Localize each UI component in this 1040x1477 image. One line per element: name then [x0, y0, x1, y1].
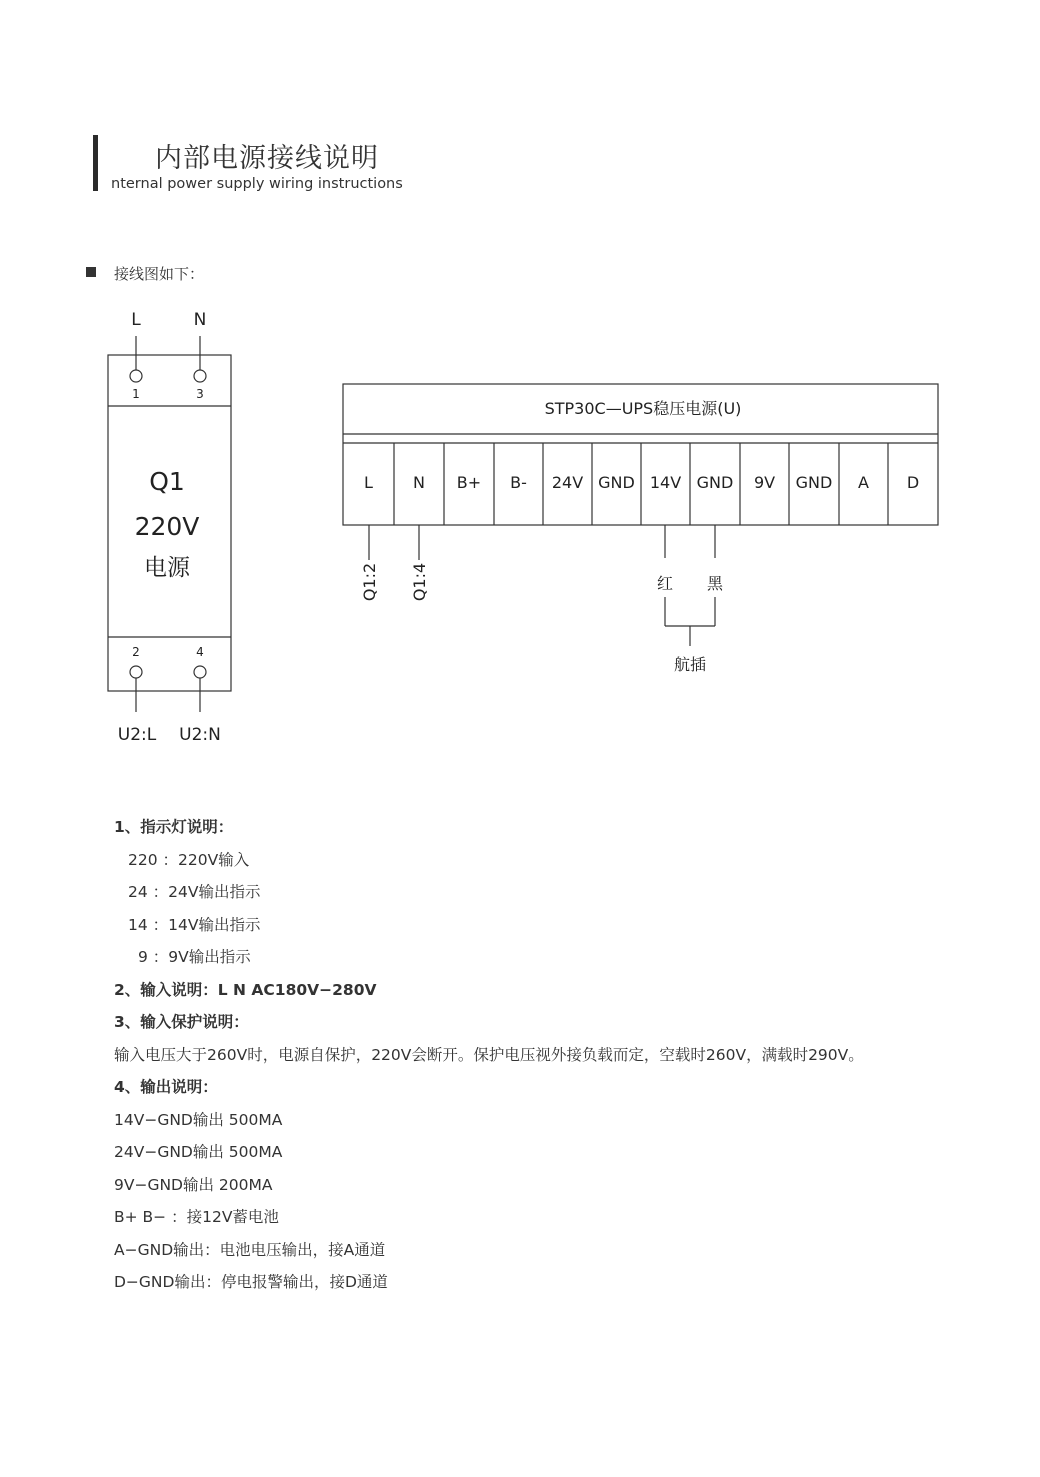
output-item-a: A−GND输出：电池电压输出，接A通道: [114, 1240, 386, 1259]
terminal-circle-2: [130, 666, 142, 678]
indicator-item-24: 24 ：24V输出指示: [128, 883, 261, 901]
section-3-title: 3、输入保护说明：: [114, 1013, 249, 1031]
section-4-title: 4、输出说明：: [114, 1078, 218, 1096]
section-1-title: 1、指示灯说明：: [114, 818, 234, 836]
terminal-label-3: B-: [510, 473, 527, 492]
wire-label-red: 红: [656, 574, 674, 593]
breaker-pin-2: 2: [132, 645, 140, 659]
output-item-14v: 14V−GND输出 500MA: [114, 1110, 283, 1129]
indicator-item-14: 14 ：14V输出指示: [128, 915, 261, 934]
breaker-pin-3: 3: [196, 387, 204, 401]
output-item-d: D−GND输出：停电报警输出，接D通道: [114, 1273, 388, 1291]
terminal-label-5: GND: [598, 473, 635, 492]
connector-label: 航插: [673, 655, 707, 674]
terminal-label-1: N: [413, 473, 425, 492]
terminal-label-9: GND: [795, 473, 833, 492]
terminal-label-0: L: [364, 473, 373, 492]
wire-label-q1-2: Q1:2: [360, 562, 379, 602]
breaker-pin-4: 4: [196, 645, 204, 659]
terminal-label-2: B+: [456, 473, 482, 492]
notes-section: [114, 811, 1014, 1299]
section-2-input: 2、输入说明：L N AC180V−280V: [114, 980, 377, 999]
output-item-24v: 24V−GND输出 500MA: [114, 1143, 283, 1161]
output-item-battery: B+ B− ：接12V蓄电池: [114, 1208, 279, 1226]
breaker-label-l: L: [131, 310, 141, 330]
breaker-name: Q1: [149, 467, 185, 496]
terminal-label-4: 24V: [551, 473, 584, 492]
terminal-labels: [364, 473, 919, 492]
wire-label-q1-4: Q1:4: [410, 562, 429, 602]
indicator-item-9: 9 ：9V输出指示: [138, 948, 251, 966]
ups-title: STP30C—UPS稳压电源(U): [544, 399, 742, 418]
breaker-voltage: 220V: [134, 512, 200, 541]
terminal-circle-1: [130, 370, 142, 382]
diagram-intro: 接线图如下：: [114, 265, 205, 283]
wire-label-black: 黑: [706, 574, 724, 593]
terminal-label-10: A: [858, 473, 869, 492]
terminal-label-6: 14V: [649, 473, 682, 492]
page-title: 内部电源接线说明: [155, 143, 379, 174]
breaker-label-u2n: U2:N: [179, 725, 221, 745]
terminal-label-7: GND: [696, 473, 734, 492]
indicator-item-220: 220 ：220V输入: [128, 850, 250, 869]
breaker-desc: 电源: [144, 555, 190, 581]
terminal-circle-3: [194, 370, 206, 382]
breaker-pin-1: 1: [132, 387, 140, 401]
breaker-label-n: N: [193, 310, 207, 330]
section-3-text: 输入电压大于260V时，电源自保护，220V会断开。保护电压视外接负载而定，空载时260V，满载时290V。: [114, 1045, 864, 1064]
breaker-label-u2l: U2:L: [117, 725, 157, 745]
terminal-label-8: 9V: [753, 473, 776, 492]
output-item-9v: 9V−GND输出 200MA: [114, 1175, 273, 1194]
terminal-label-11: D: [906, 473, 920, 492]
terminal-circle-4: [194, 666, 206, 678]
page-subtitle: nternal power supply wiring instructions: [111, 176, 403, 192]
